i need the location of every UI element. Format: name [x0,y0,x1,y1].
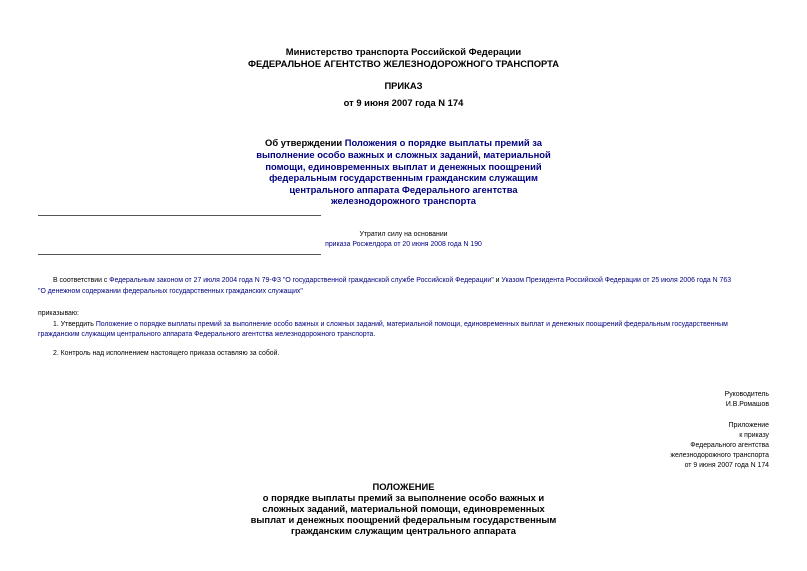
document-type: ПРИКАЗ [384,80,423,91]
agency-name: ФЕДЕРАЛЬНОЕ АГЕНТСТВО ЖЕЛЕЗНОДОРОЖНОГО ТРАНСПОРТА [247,58,560,69]
title-line-4[interactable]: федеральным государственным гражданским служащим [269,172,538,183]
status-note: Утратил силу на основании [359,231,448,238]
order-word: приказываю: [38,310,79,317]
title-line-6[interactable]: железнодорожного транспорта [330,195,477,206]
regulation-line-1: о порядке выплаты премий за выполнение особо важных и [262,492,545,503]
preamble-text-2: и [493,277,502,284]
divider-top [38,215,321,216]
title-prefix: Об утверждении [265,137,345,148]
appendix-line-4: железнодорожного транспорта [670,452,769,459]
preamble-paragraph [38,276,773,286]
regulation-link[interactable]: Положения о порядке выплаты премий за [344,137,542,148]
regulation-line-4: гражданским служащим центрального аппарата [291,525,516,536]
regulation-heading: ПОЛОЖЕНИЕ [372,481,435,492]
item-1-regulation-link-cont[interactable]: гражданским служащим центрального аппарата Федерального агентства железнодорожного транспорта [38,331,374,338]
title-line-3[interactable]: помощи, единовременных выплат и денежных поощрений [265,161,542,172]
item-1-line-1 [38,320,773,330]
appendix-line-2: к приказу [739,432,769,439]
item-1-line-2 [38,330,773,340]
appendix-line-3: Федерального агентства [690,442,769,449]
item-2: 2. Контроль над исполнением настоящего приказа оставляю за собой. [53,350,280,357]
item-1-regulation-link[interactable]: Положение о порядке выплаты премий за выполнение особо важных и сложных заданий, материальной помощи, единовременных выплат и денежных поощрений федеральным государственным [95,321,728,328]
title-line-1 [0,137,807,149]
document-date: от 9 июня 2007 года N 174 [343,97,464,108]
ministry-name: Министерство транспорта Российской Федерации [285,46,522,57]
appendix-line-5: от 9 июня 2007 года N 174 [684,462,769,469]
presidential-decree-link[interactable]: Указом Президента Российской Федерации от 25 июля 2006 года N 763 [501,277,732,284]
regulation-line-3: выплат и денежных поощрений федеральным государственным [250,514,557,525]
preamble-text-1: В соответствии с [53,277,110,284]
signature-position: Руководитель [724,391,769,398]
presidential-decree-link-cont[interactable]: "О денежном содержании федеральных государственных гражданских служащих" [38,288,303,295]
regulation-line-2: сложных заданий, материальной помощи, единовременных [262,503,545,514]
title-line-5[interactable]: центрального аппарата Федерального агентства [289,184,518,195]
item-1-suffix: . [373,331,376,338]
title-line-2[interactable]: выполнение особо важных и сложных заданий, материальной [256,149,551,160]
repeal-order-link[interactable]: приказа Росжелдора от 20 июня 2008 года N 190 [325,241,482,248]
item-1-prefix: 1. Утвердить [53,321,96,328]
federal-law-link[interactable]: Федеральным законом от 27 июля 2004 года N 79-ФЗ "О государственной гражданской службе Российской Федерации" [109,277,494,284]
signature-name: И.В.Ромашов [725,401,769,408]
divider-bottom [38,254,321,255]
appendix-line-1: Приложение [728,422,769,429]
